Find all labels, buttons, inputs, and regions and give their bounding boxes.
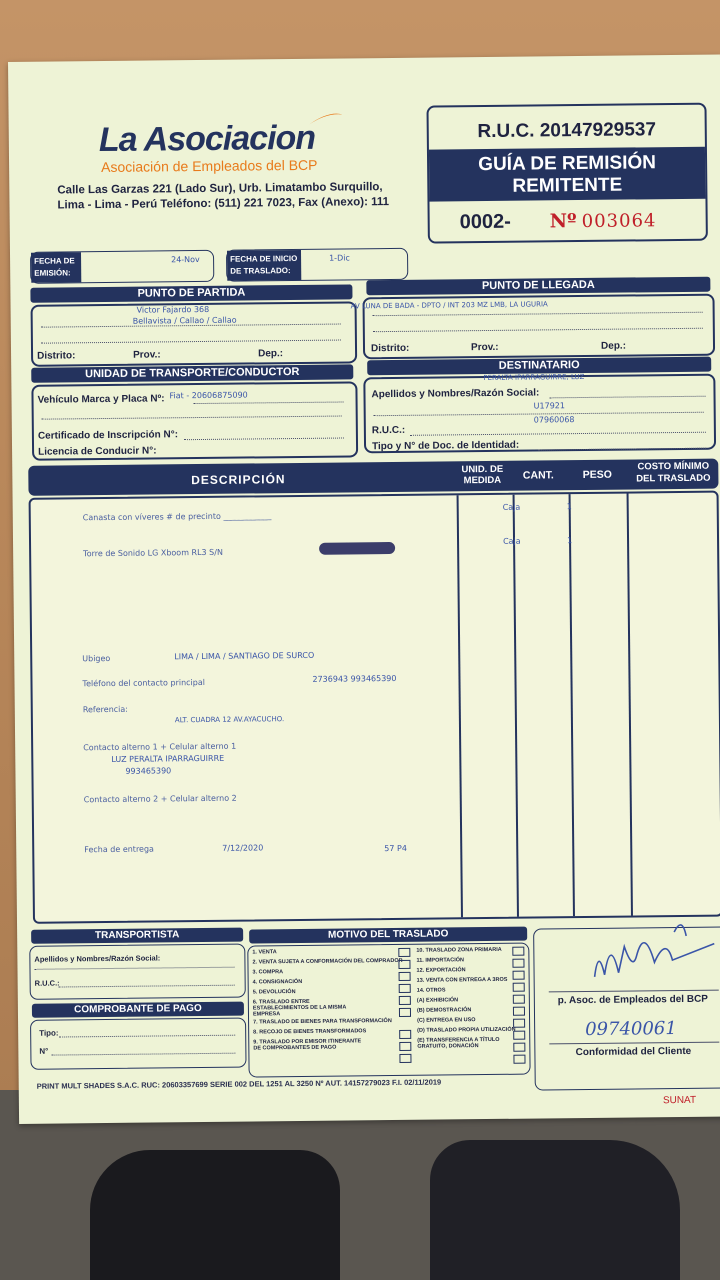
vehicle-value: Fiat - 20606875090 bbox=[169, 390, 248, 401]
reason-checkboxes-right bbox=[512, 947, 527, 1064]
reason-checkbox[interactable] bbox=[399, 1042, 411, 1051]
reason-item-1: 1. VENTA bbox=[252, 949, 277, 956]
alt-contact-2-label: Contacto alterno 2 + Celular alterno 2 bbox=[83, 793, 237, 805]
company-subtitle: Asociación de Empleados del BCP bbox=[101, 156, 318, 176]
remission-guide-sheet bbox=[8, 55, 720, 1124]
doc-title-line2: REMITENTE bbox=[512, 174, 623, 197]
arrival-province-label: Prov.: bbox=[470, 341, 499, 354]
doc-series: 0002- bbox=[459, 210, 511, 234]
reason-item-6: 6. TRASLADO ENTRE ESTABLECIMIENTOS DE LA MISMA EMPRESA bbox=[252, 998, 347, 1018]
reason-checkbox[interactable] bbox=[512, 947, 524, 956]
ubigeo-value: LIMA / LIMA / SANTIAGO DE SURCO bbox=[174, 650, 315, 662]
left-shoe bbox=[90, 1150, 340, 1280]
table-row-1-description: Canasta con víveres # de precinto ____________ bbox=[82, 511, 272, 523]
reason-checkbox[interactable] bbox=[399, 972, 411, 981]
carrier-ruc-label: R.U.C.: bbox=[34, 978, 60, 988]
reason-checkbox[interactable] bbox=[513, 971, 525, 980]
reason-item-11: 11. IMPORTACIÓN bbox=[416, 957, 465, 964]
payment-voucher-header: COMPROBANTE DE PAGO bbox=[32, 1002, 244, 1018]
delivery-extra: 57 P4 bbox=[384, 843, 407, 854]
reason-checkbox[interactable] bbox=[513, 1055, 525, 1064]
reason-checkbox[interactable] bbox=[512, 959, 524, 968]
recipient-header: DESTINATARIO bbox=[367, 357, 711, 376]
sunat-label: SUNAT bbox=[662, 1094, 697, 1107]
col-min-cost: COSTO MÍNIMO DEL TRASLADO bbox=[636, 460, 711, 485]
voucher-type-label: Tipo: bbox=[39, 1028, 59, 1038]
reason-item-c: (C) ENTREGA EN USO bbox=[417, 1017, 476, 1024]
reason-item-4: 4. CONSIGNACIÓN bbox=[252, 978, 303, 986]
col-weight: PESO bbox=[582, 468, 613, 482]
reason-item-13: 13. VENTA CON ENTREGA A 3ROS bbox=[416, 976, 508, 984]
client-handwritten-number: 09740061 bbox=[585, 1018, 677, 1041]
printer-footer: PRINT MULT SHADES S.A.C. RUC: 20603357699 SERIE 002 DEL 1251 AL 3250 Nº AUT. 14157279023 F.I. 02/11/2019 bbox=[36, 1077, 442, 1091]
client-conformity-label: Conformidad del Cliente bbox=[575, 1045, 692, 1059]
signatures-box bbox=[533, 926, 720, 1090]
departure-department-label: Dep.: bbox=[258, 348, 284, 360]
reason-checkbox[interactable] bbox=[399, 1054, 411, 1063]
reference-label: Referencia: bbox=[82, 704, 129, 715]
transport-unit-header: UNIDAD DE TRANSPORTE/CONDUCTOR bbox=[31, 364, 353, 382]
association-signature-label: p. Asoc. de Empleados del BCP bbox=[557, 993, 709, 1007]
reason-item-a: (A) EXHIBICIÓN bbox=[416, 997, 459, 1004]
col-unit: UNID. DE MEDIDA bbox=[461, 463, 504, 487]
recipient-code1: U17921 bbox=[533, 401, 565, 411]
reason-item-7: 7. TRASLADO DE BIENES PARA TRANSFORMACIÓN bbox=[253, 1018, 392, 1026]
signature-scribble-icon bbox=[574, 916, 720, 998]
redaction-mark bbox=[319, 542, 395, 555]
reason-checkbox[interactable] bbox=[513, 995, 525, 1004]
carrier-box bbox=[29, 944, 246, 1000]
reason-checkbox[interactable] bbox=[398, 960, 410, 969]
col-quantity: CANT. bbox=[522, 469, 554, 482]
departure-point-header: PUNTO DE PARTIDA bbox=[30, 284, 352, 302]
alt-contact-1-name: LUZ PERALTA IPARRAGUIRRE bbox=[111, 753, 225, 764]
reason-checkbox[interactable] bbox=[513, 1007, 525, 1016]
reason-checkbox[interactable] bbox=[513, 1019, 525, 1028]
ruc-box bbox=[426, 103, 707, 244]
reason-item-10: 10. TRASLADO ZONA PRIMARIA bbox=[416, 946, 502, 954]
transfer-reason-box bbox=[247, 943, 530, 1078]
recipient-box bbox=[363, 374, 716, 454]
phone-label: Teléfono del contacto principal bbox=[82, 677, 205, 689]
payment-voucher-box bbox=[30, 1018, 247, 1070]
transfer-start-date-value: 1-Dic bbox=[329, 253, 350, 263]
table-row-2-quantity: 1 bbox=[566, 536, 573, 546]
reason-item-12: 12. EXPORTACIÓN bbox=[416, 967, 466, 974]
alt-contact-1-label: Contacto alterno 1 + Celular alterno 1 bbox=[83, 741, 237, 753]
table-row-1-quantity: 1 bbox=[566, 502, 572, 512]
transport-unit-box bbox=[31, 381, 358, 460]
departure-point-box bbox=[31, 301, 358, 366]
reason-checkbox[interactable] bbox=[399, 984, 411, 993]
table-row-1-unit: Caja bbox=[502, 502, 521, 512]
reference-value: ALT. CUADRA 12 AV.AYACUCHO. bbox=[174, 715, 285, 725]
logo-swoosh-icon bbox=[307, 108, 347, 128]
certificate-label: Certificado de Inscripción N°: bbox=[37, 429, 179, 442]
reason-item-b: (B) DEMOSTRACIÓN bbox=[416, 1007, 472, 1014]
departure-line2: Bellavista / Callao / Callao bbox=[132, 315, 237, 326]
emission-date-box bbox=[30, 250, 214, 284]
departure-district-label: Distrito: bbox=[37, 350, 76, 362]
table-row-2-description: Torre de Sonido LG Xboom RL3 S/N bbox=[83, 547, 223, 559]
emission-date-value: 24-Nov bbox=[171, 255, 200, 265]
reason-checkbox[interactable] bbox=[398, 948, 410, 957]
doc-title-band bbox=[429, 147, 706, 202]
reason-item-e: (E) TRANSFERENCIA A TÍTULO GRATUITO, DONACIÓN bbox=[417, 1036, 500, 1050]
arrival-point-box bbox=[350, 294, 715, 360]
recipient-name-label: Apellidos y Nombres/Razón Social: bbox=[371, 387, 540, 401]
transfer-start-date-box bbox=[226, 248, 408, 282]
license-label: Licencia de Conducir N°: bbox=[38, 445, 157, 458]
reason-checkbox[interactable] bbox=[399, 996, 411, 1005]
recipient-ruc-label: R.U.C.: bbox=[371, 424, 406, 437]
arrival-point-header: PUNTO DE LLEGADA bbox=[366, 277, 710, 296]
arrival-department-label: Dep.: bbox=[600, 340, 627, 352]
reason-checkbox[interactable] bbox=[513, 983, 525, 992]
items-table-header bbox=[28, 459, 718, 496]
reason-item-2: 2. VENTA SUJETA A CONFORMACIÓN DEL COMPRADOR bbox=[252, 957, 403, 966]
reason-checkbox[interactable] bbox=[399, 1030, 411, 1039]
reason-checkbox[interactable] bbox=[399, 1008, 411, 1017]
reason-checkbox[interactable] bbox=[513, 1031, 525, 1040]
arrival-district-label: Distrito: bbox=[370, 342, 410, 355]
table-row-2-unit: Caja bbox=[502, 536, 521, 546]
carrier-header: TRANSPORTISTA bbox=[31, 928, 243, 944]
delivery-date-label: Fecha de entrega bbox=[84, 844, 154, 855]
carrier-name-label: Apellidos y Nombres/Razón Social: bbox=[34, 953, 161, 964]
reason-item-14: 14. OTROS bbox=[416, 987, 446, 994]
voucher-number-label: N° bbox=[39, 1046, 49, 1056]
doc-number-sign: Nº bbox=[549, 210, 577, 233]
reason-item-9: 9. TRASLADO POR EMISOR ITINERANTE DE COMPROBANTES DE PAGO bbox=[253, 1038, 362, 1052]
transfer-start-date-label: FECHA DE INICIO DE TRASLADO: bbox=[227, 250, 301, 281]
company-logo-name: La Asociacion bbox=[98, 118, 316, 160]
ubigeo-label: Ubigeo bbox=[82, 653, 111, 664]
recipient-name-value: PERALTA IPARRAGUIRRE, LUZ bbox=[483, 372, 585, 383]
delivery-date-value: 7/12/2020 bbox=[222, 843, 264, 853]
transfer-reason-right-list bbox=[416, 946, 516, 1058]
right-shoe bbox=[430, 1140, 680, 1280]
phone-value: 2736943 993465390 bbox=[312, 673, 397, 684]
recipient-code2: 07960068 bbox=[533, 415, 575, 425]
reason-item-8: 8. RECOJO DE BIENES TRANSFORMADOS bbox=[253, 1028, 367, 1036]
departure-line1: Victor Fajardo 368 bbox=[136, 304, 210, 315]
ruc-number: R.U.C. 20147929537 bbox=[477, 119, 657, 143]
vehicle-label: Vehículo Marca y Placa Nº: bbox=[37, 393, 165, 406]
transfer-reason-header: MOTIVO DEL TRASLADO bbox=[249, 927, 527, 944]
reason-item-3: 3. COMPRA bbox=[252, 969, 284, 976]
doc-number: 003064 bbox=[581, 210, 657, 233]
emission-date-label: FECHA DE EMISIÓN: bbox=[31, 252, 81, 283]
reason-checkbox[interactable] bbox=[513, 1043, 525, 1052]
transfer-reason-left-list bbox=[252, 948, 413, 1060]
recipient-id-label: Tipo y N° de Doc. de Identidad: bbox=[371, 439, 520, 453]
alt-contact-1-phone: 993465390 bbox=[125, 766, 172, 776]
company-address-line1: Calle Las Garzas 221 (Lado Sur), Urb. Limatambo Surquillo, bbox=[57, 181, 383, 197]
reason-item-d: (D) TRASLADO PROPIA UTILIZACIÓN bbox=[417, 1026, 516, 1034]
departure-province-label: Prov.: bbox=[133, 349, 161, 361]
doc-title-line1: GUÍA DE REMISIÓN bbox=[478, 152, 657, 176]
reason-item-5: 5. DEVOLUCIÓN bbox=[252, 989, 296, 996]
reason-checkboxes-left bbox=[398, 948, 413, 1063]
arrival-line1: AV LUNA DE BADA - DPTO / INT 203 MZ LMB, LA UGURIA bbox=[350, 300, 548, 311]
items-table-body bbox=[29, 491, 720, 924]
company-address-line2: Lima - Lima - Perú Teléfono: (511) 221 7023, Fax (Anexo): 111 bbox=[57, 196, 390, 212]
col-description: DESCRIPCIÓN bbox=[191, 472, 286, 488]
